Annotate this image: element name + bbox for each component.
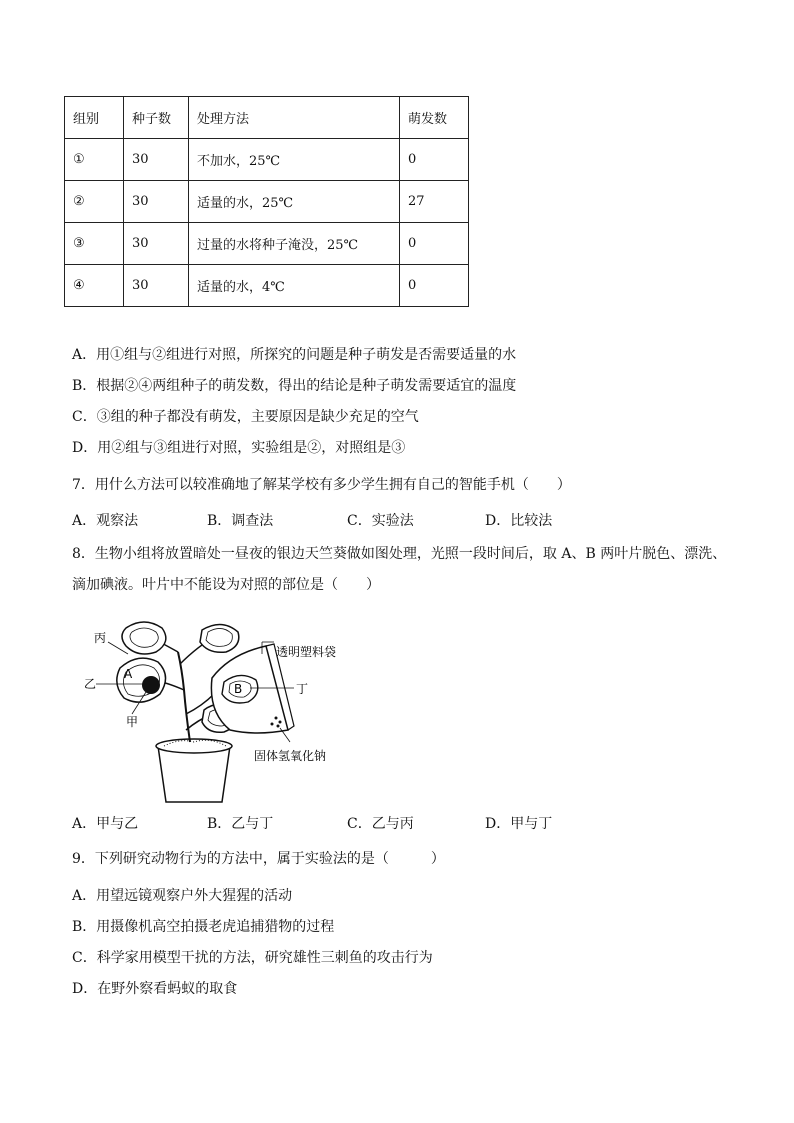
pot-rim: [156, 739, 232, 753]
table-cell: 不加水，25℃: [189, 139, 400, 181]
table-header-cell: 萌发数: [400, 97, 469, 139]
q9-stem: 9．下列研究动物行为的方法中，属于实验法的是（ ）: [72, 851, 445, 867]
table-row: [65, 181, 469, 223]
seed-germination-table: [64, 96, 469, 307]
table-cell: ④: [65, 265, 124, 307]
q8-option-a: A．甲与乙: [72, 816, 139, 832]
table-cell: 0: [400, 265, 469, 307]
naoh-grain: [275, 717, 278, 720]
label-jia: 甲: [126, 715, 139, 729]
table-row: [65, 139, 469, 181]
table-cell: 30: [124, 265, 189, 307]
q9-option-c: C．科学家用模型干扰的方法，研究雄性三刺鱼的攻击行为: [72, 950, 433, 966]
table-cell: 适量的水，25℃: [189, 181, 400, 223]
table-cell: 30: [124, 181, 189, 223]
naoh-grain: [277, 725, 280, 728]
naoh-grain: [279, 721, 282, 724]
q7-option-a: A．观察法: [72, 513, 139, 529]
table-header-cell: 组别: [65, 97, 124, 139]
label-bag: 透明塑料袋: [276, 645, 337, 659]
table-cell: ①: [65, 139, 124, 181]
q6-option-d: D．用②组与③组进行对照，实验组是②，对照组是③: [72, 440, 406, 456]
table-cell: 30: [124, 223, 189, 265]
table-cell: 过量的水将种子淹没，25℃: [189, 223, 400, 265]
label-naoh: 固体氢氧化钠: [254, 749, 327, 763]
table-cell: 0: [400, 223, 469, 265]
q8-option-d: D．甲与丁: [485, 816, 553, 832]
flower-pot: [158, 746, 230, 802]
q7-option-d: D．比较法: [485, 513, 553, 529]
table-header-cell: 种子数: [124, 97, 189, 139]
table-header-cell: 处理方法: [189, 97, 400, 139]
table-header-row: [65, 97, 469, 139]
label-yi: 乙: [84, 677, 97, 691]
q6-option-b: B．根据②④两组种子的萌发数，得出的结论是种子萌发需要适宜的温度: [72, 378, 517, 394]
q9-option-b: B．用摄像机高空拍摄老虎追捕猎物的过程: [72, 919, 335, 935]
table-cell: 27: [400, 181, 469, 223]
table-cell: 适量的水，4℃: [189, 265, 400, 307]
table-cell: ③: [65, 223, 124, 265]
q7-option-b: B．调查法: [207, 513, 274, 529]
table-cell: 30: [124, 139, 189, 181]
label-a: A: [124, 667, 133, 681]
label-ding: 丁: [296, 682, 309, 696]
q9-option-d: D．在野外察看蚂蚁的取食: [72, 981, 238, 997]
table-cell: 0: [400, 139, 469, 181]
q6-option-c: C．③组的种子都没有萌发，主要原因是缺少充足的空气: [72, 409, 419, 425]
q6-option-a: A．用①组与②组进行对照，所探究的问题是种子萌发是否需要适量的水: [72, 347, 517, 363]
table-row: [65, 265, 469, 307]
black-paper-jia: [142, 676, 160, 694]
naoh-grain: [271, 723, 274, 726]
label-b: B: [234, 682, 243, 696]
q8-stem-line1: 8．生物小组将放置暗处一昼夜的银边天竺葵做如图处理，光照一段时间后，取 A、B 两叶片脱色、漂洗、: [72, 546, 727, 562]
geranium-figure: [80, 618, 340, 808]
table-cell: ②: [65, 181, 124, 223]
q8-option-b: B．乙与丁: [207, 816, 274, 832]
q7-option-c: C．实验法: [347, 513, 414, 529]
table-row: [65, 223, 469, 265]
q9-option-a: A．用望远镜观察户外大猩猩的活动: [72, 888, 293, 904]
q8-option-c: C．乙与丙: [347, 816, 414, 832]
leaf-bing: [122, 622, 166, 654]
label-bing: 丙: [94, 631, 107, 645]
q8-stem-line2: 滴加碘液。叶片中不能设为对照的部位是（ ）: [72, 577, 380, 593]
q7-stem: 7．用什么方法可以较准确地了解某学校有多少学生拥有自己的智能手机（ ）: [72, 477, 571, 493]
